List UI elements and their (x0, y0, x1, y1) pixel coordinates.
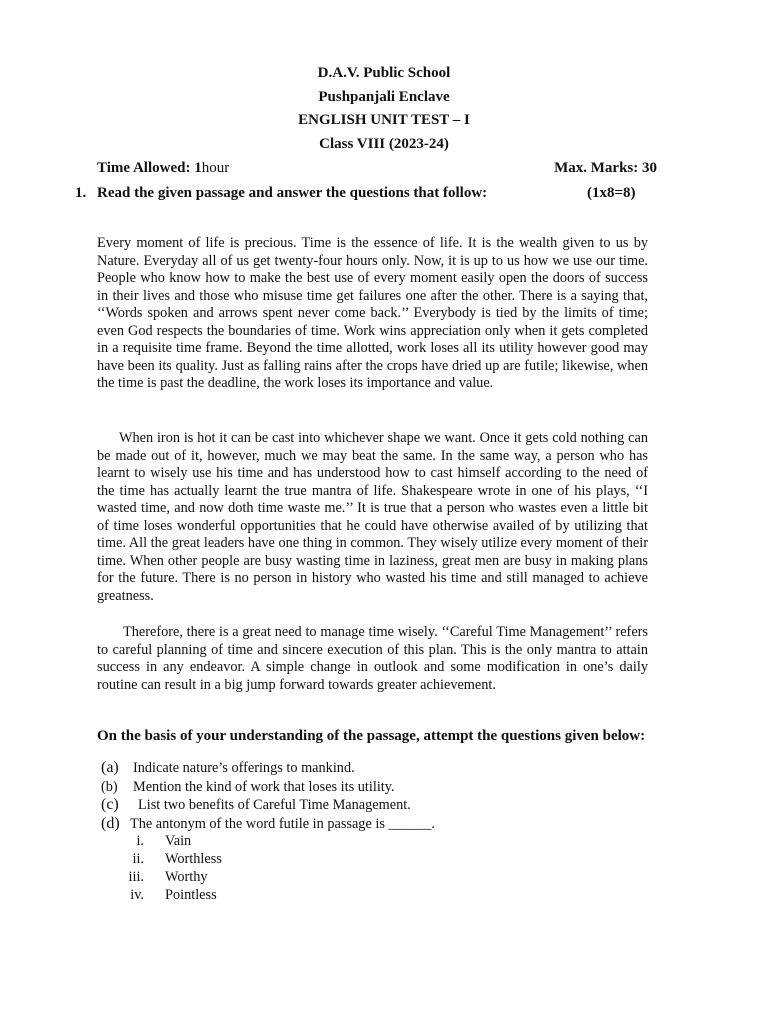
question-number: 1. (75, 185, 87, 201)
school-name: D.A.V. Public School (317, 65, 451, 81)
option-item (118, 832, 191, 850)
question-item-b (101, 778, 395, 796)
passage-paragraph-3: Therefore, there is a great need to manage time wisely. ‘‘Careful Time Management’’ refers to careful planning of time and sincere execution of this plan. This is the only mantra to attain success in any endeavor. A simple change in outlook and some modification in one’s daily routine can result in a big jump forward towards greater achievement. (97, 624, 648, 693)
question-marks: (1x8=8) (587, 185, 636, 201)
max-marks: Max. Marks: 30 (554, 160, 657, 176)
question-text: The antonym of the word futile in passage is ______. (130, 816, 435, 832)
passage-paragraph-1: Every moment of life is precious. Time is the essence of life. It is the wealth given to us by Nature. Everyday all of us get twenty-four hours only. Now, it is up to us how we use our time. People who know how to make the best use of every moment easily open the doors of success in their lives and those who misuse time get failures one after the other. There is a saying that, ‘‘Words spoken and arrows spent never come back.’’ Everybody is tied by the limits of time; even God respects the boundaries of time. Work wins appreciation only when it gets completed in a requisite time frame. Beyond the time allotted, work loses all its utility however good may have been its quality. Just as falling rains after the crops have dried up are futile; likewise, when the time is past the deadline, the work loses its importance and value. (97, 235, 648, 391)
option-number: ii. (132, 851, 144, 867)
questions-instruction: On the basis of your understanding of the passage, attempt the questions given below: (97, 728, 646, 744)
option-text: Worthy (165, 869, 208, 885)
question-text: Mention the kind of work that loses its utility. (133, 779, 395, 795)
question-item-c (101, 796, 411, 814)
question-label: (c) (101, 796, 119, 813)
time-allowed: Time Allowed: 1hour (97, 160, 230, 176)
class-session: Class VIII (2023-24) (319, 136, 449, 152)
question-text: Indicate nature’s offerings to mankind. (133, 760, 355, 776)
option-text: Vain (165, 833, 192, 849)
question-label: (d) (101, 815, 120, 832)
option-item (118, 850, 222, 868)
option-number: i. (136, 833, 144, 849)
option-number: iii. (128, 869, 144, 885)
option-text: Worthless (165, 851, 222, 867)
option-text: Pointless (165, 887, 217, 903)
question-text: List two benefits of Careful Time Management. (138, 797, 411, 813)
question-item-a (101, 759, 355, 777)
question-item-d (101, 815, 435, 833)
option-item (118, 886, 217, 904)
test-title: ENGLISH UNIT TEST – I (298, 112, 470, 128)
option-item (118, 868, 208, 886)
passage-paragraph-2: When iron is hot it can be cast into whichever shape we want. Once it gets cold nothing can be made out of it, however, much we may beat the same. In the same way, a person who has learnt to wisely use his time and has understood how to cast himself according to the need of the time has actually learnt the true mantra of life. Shakespeare wrote in one of his plays, ‘‘I wasted time, and now doth time waste me.’’ It is true that a person who wastes even a little bit of time loses wonderful opportunities that he could have otherwise availed of by utilizing that time. All the great leaders have one thing in common. They wisely utilize every moment of their time. When other people are busy wasting time in laziness, great men are busy in making plans for the future. There is no person in history who wasted his time and still managed to achieve greatness. (97, 430, 648, 604)
question-label: (b) (101, 779, 118, 795)
school-location: Pushpanjali Enclave (318, 89, 450, 105)
question-text: Read the given passage and answer the questions that follow: (97, 185, 488, 201)
option-number: iv. (130, 887, 144, 903)
question-label: (a) (101, 759, 119, 776)
